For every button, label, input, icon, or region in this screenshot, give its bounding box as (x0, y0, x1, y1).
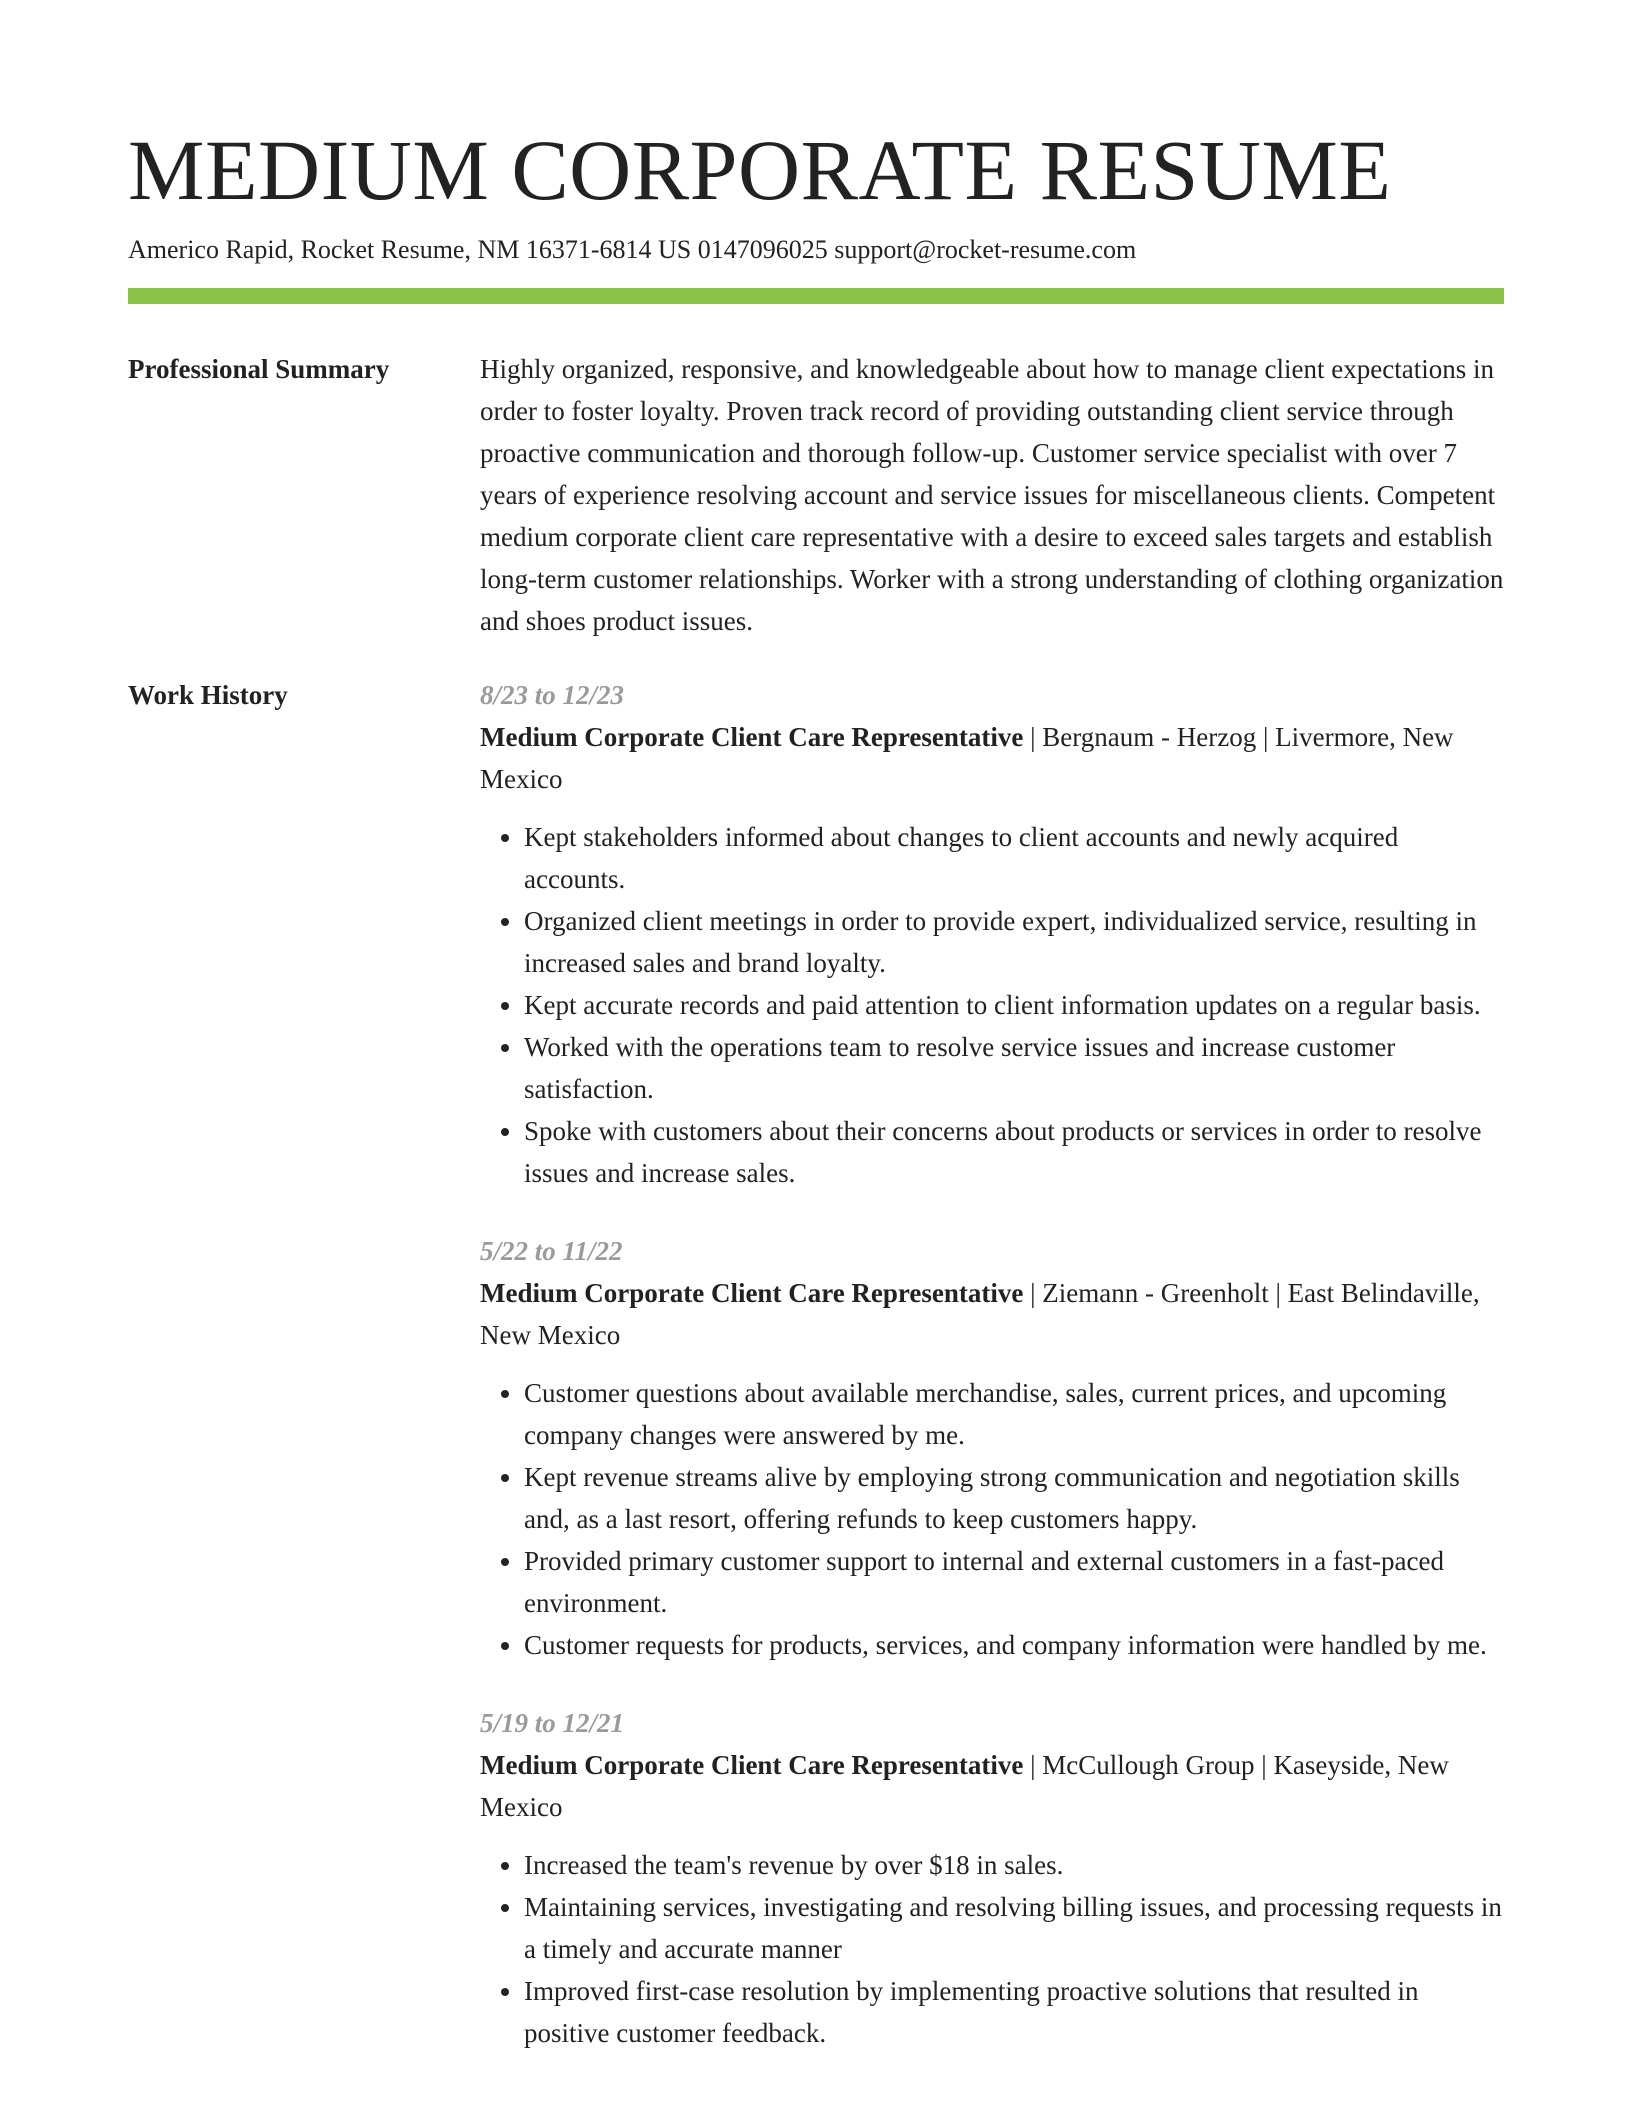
job-separator: | (1254, 1750, 1274, 1780)
job-bullet-item: • Maintaining services, investigating and resolving billing issues, and processing requests in a timely and accurate manner (524, 1886, 1504, 1970)
job-heading-line (480, 1744, 1504, 1828)
work-history-section (128, 674, 1504, 2090)
work-history-body (480, 674, 1504, 2090)
work-history-heading: Work History (128, 680, 288, 710)
job-bullet-item: • Customer questions about available merchandise, sales, current prices, and upcoming company changes were answered by me. (524, 1372, 1504, 1456)
job-bullet-list (480, 1844, 1504, 2054)
job-separator: | (1256, 722, 1276, 752)
job-bullet-item: • Improved first-case resolution by implementing proactive solutions that resulted in positive customer feedback. (524, 1970, 1504, 2054)
job-bullet-item: • Kept accurate records and paid attention to client information updates on a regular basis. (524, 984, 1504, 1026)
job-bullet-list (480, 1372, 1504, 1666)
job-separator: | (1023, 1750, 1043, 1780)
job-separator: | (1023, 722, 1043, 752)
job-company: Ziemann - Greenholt (1042, 1278, 1269, 1308)
job-date: 5/19 to 12/21 (480, 1708, 625, 1738)
job-bullet-item: • Kept revenue streams alive by employing strong communication and negotiation skills and, as a last resort, offering refunds to keep customers happy. (524, 1456, 1504, 1540)
accent-divider (128, 288, 1504, 304)
summary-heading: Professional Summary (128, 354, 390, 384)
job-entry (480, 1702, 1504, 2054)
job-separator: | (1023, 1278, 1043, 1308)
summary-section (128, 348, 1504, 642)
job-date: 5/22 to 11/22 (480, 1236, 623, 1266)
job-company: McCullough Group (1042, 1750, 1255, 1780)
job-location: Kaseyside, New Mexico (480, 1750, 1449, 1822)
job-location: East Belindaville, New Mexico (480, 1278, 1480, 1350)
job-bullet-item: • Spoke with customers about their concerns about products or services in order to resolve issues and increase sales. (524, 1110, 1504, 1194)
job-location: Livermore, New Mexico (480, 722, 1454, 794)
resume-page (128, 120, 1504, 2090)
summary-text: Highly organized, responsive, and knowledgeable about how to manage client expectations in order to foster loyalty. Proven track record of providing outstanding client service through proactive communication and thorough follow-up. Customer service specialist with over 7 years of experience resolving account and service issues for miscellaneous clients. Competent medium corporate client care representative with a desire to exceed sales targets and establish long-term customer relationships. Worker with a strong understanding of clothing organization and shoes product issues. (480, 354, 1504, 636)
job-bullet-item: • Worked with the operations team to resolve service issues and increase customer satisfaction. (524, 1026, 1504, 1110)
summary-body (480, 348, 1504, 642)
resume-title: MEDIUM CORPORATE RESUME (128, 122, 1392, 218)
job-bullet-item: • Customer requests for products, services, and company information were handled by me. (524, 1624, 1504, 1666)
job-entry (480, 674, 1504, 1194)
job-heading-line (480, 716, 1504, 800)
job-bullet-item: • Kept stakeholders informed about changes to client accounts and newly acquired accounts. (524, 816, 1504, 900)
job-title: Medium Corporate Client Care Representative (480, 1750, 1024, 1780)
job-bullet-item: • Provided primary customer support to internal and external customers in a fast-paced environment. (524, 1540, 1504, 1624)
job-bullet-item: • Organized client meetings in order to provide expert, individualized service, resulting in increased sales and brand loyalty. (524, 900, 1504, 984)
job-bullet-list (480, 816, 1504, 1194)
job-separator: | (1268, 1278, 1288, 1308)
job-date: 8/23 to 12/23 (480, 680, 625, 710)
job-title: Medium Corporate Client Care Representative (480, 722, 1024, 752)
job-title: Medium Corporate Client Care Representative (480, 1278, 1024, 1308)
job-heading-line (480, 1272, 1504, 1356)
job-entry (480, 1230, 1504, 1666)
job-bullet-item: • Increased the team's revenue by over $18 in sales. (524, 1844, 1504, 1886)
contact-line: Americo Rapid, Rocket Resume, NM 16371-6814 US 0147096025 support@rocket-resume.com (128, 235, 1137, 264)
job-company: Bergnaum - Herzog (1042, 722, 1257, 752)
